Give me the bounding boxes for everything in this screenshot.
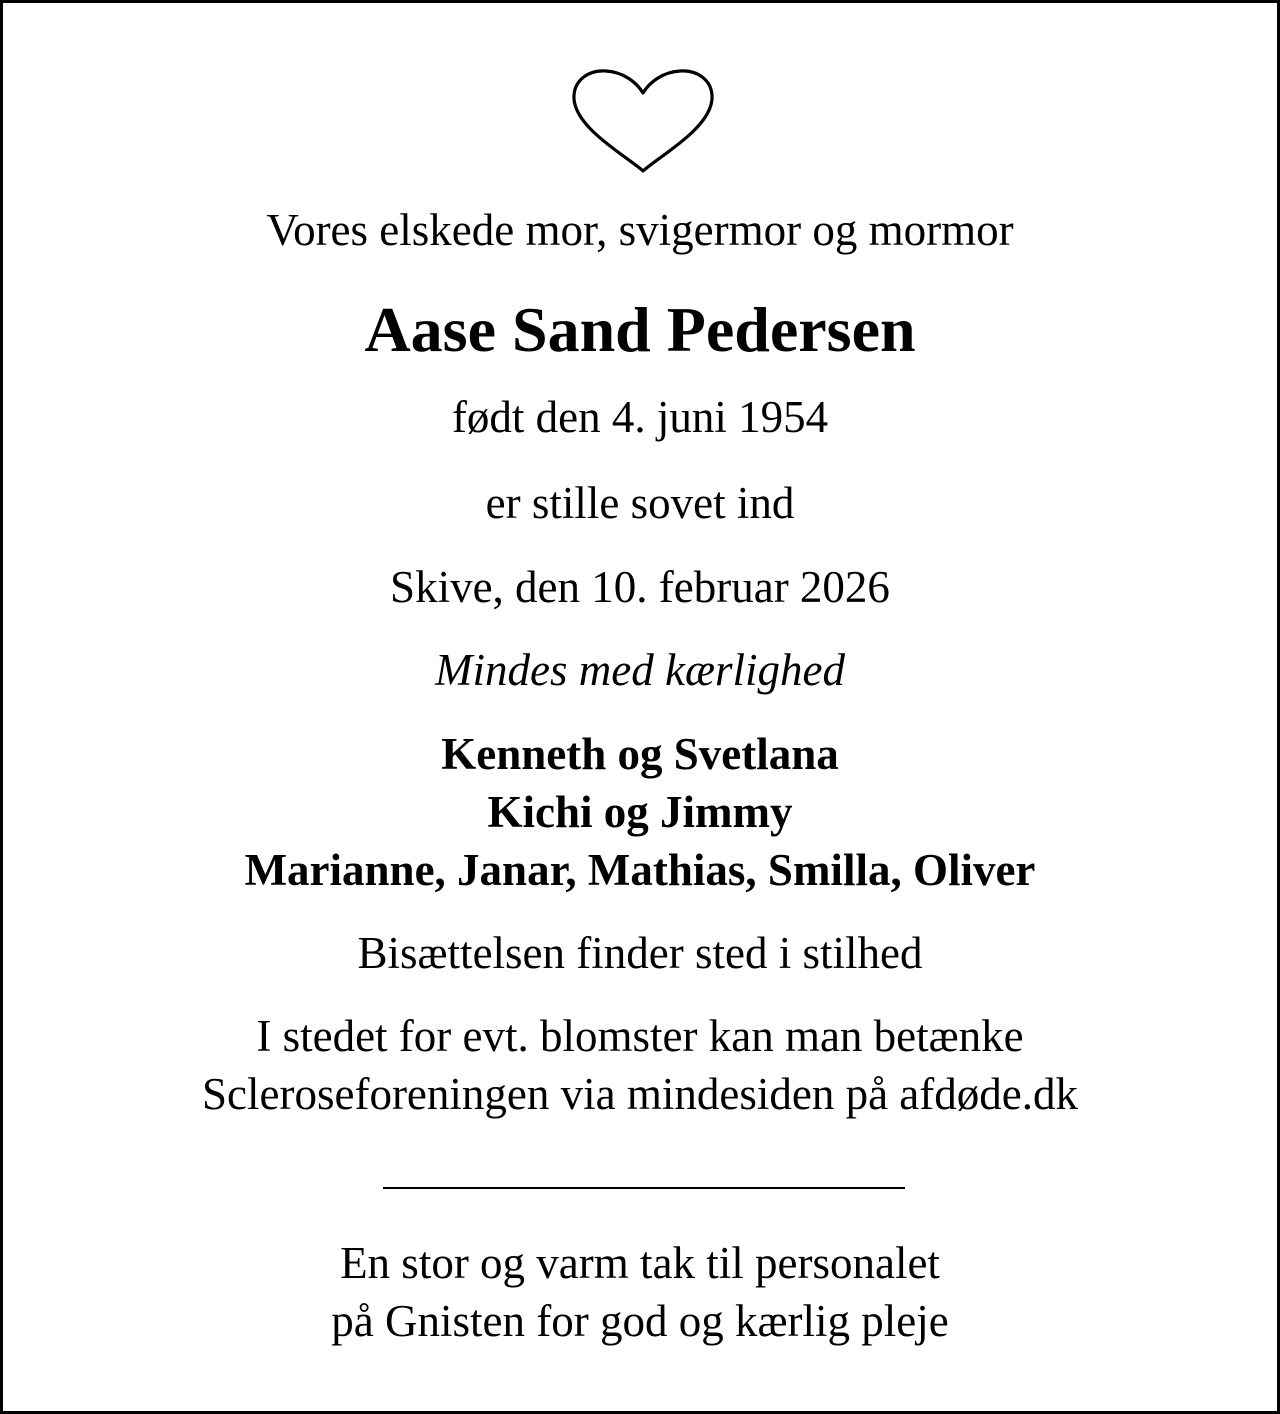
family-line: Kenneth og Svetlana [441, 729, 839, 779]
passed-text: er stille sovet ind [485, 478, 795, 528]
family-line: Marianne, Janar, Mathias, Smilla, Oliver [244, 845, 1036, 895]
donation-text [3, 1011, 1277, 1130]
intro-text: Vores elskede mor, svigermor og mormor [266, 205, 1014, 255]
divider-line [383, 1187, 905, 1189]
thanks-line: på Gnisten for god og kærlig pleje [331, 1296, 949, 1346]
thanks-line: En stor og varm tak til personalet [340, 1238, 940, 1288]
deceased-name: Aase Sand Pedersen [364, 294, 916, 365]
donation-line: Scleroseforeningen via mindesiden på afdøde.dk [202, 1069, 1078, 1119]
funeral-text: Bisættelsen finder sted i stilhed [357, 928, 923, 978]
family-names [3, 729, 1277, 906]
donation-line: I stedet for evt. blomster kan man betænke [256, 1011, 1024, 1061]
remembered-text: Mindes med kærlighed [435, 645, 845, 695]
heart-outline-icon [570, 67, 716, 173]
place-date: Skive, den 10. februar 2026 [390, 562, 890, 612]
thanks-text [3, 1238, 1277, 1357]
family-line: Kichi og Jimmy [487, 787, 793, 837]
birth-date: født den 4. juni 1954 [451, 392, 829, 442]
